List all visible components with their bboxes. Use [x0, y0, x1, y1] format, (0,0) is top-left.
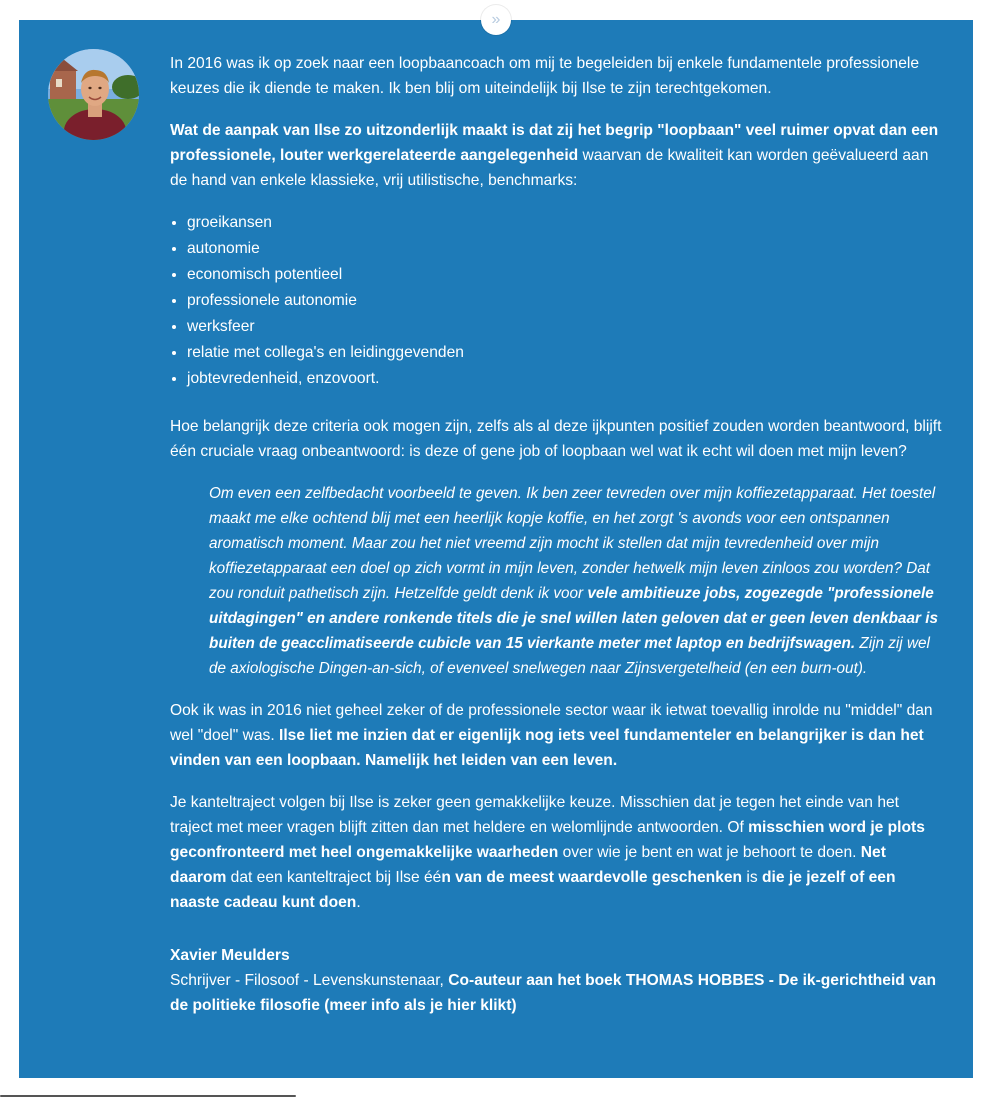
quote-part-a: Om even een zelfbedacht voorbeeld te geven. Ik ben zeer tevreden over mijn koffiezetapparaat. Het toestel maakt me elke ochtend blij met een heerlijk kopje koffie, en het zorgt 's avonds voor een ontspannen aromatisch moment. Maar zou het niet vreemd zijn mocht ik stellen dat mijn tevredenheid over mijn koffiezetapparaat een doel op zich vormt in mijn leven, zonder hetwelk mijn leven zinloos zou worden? Dat zou ronduit pathetisch zijn. Hetzelfde geldt denk ik voor: [209, 485, 936, 602]
example-quote: [209, 481, 942, 681]
list-item: • groeikansen: [187, 210, 942, 236]
scroll-indicator: [0, 1095, 296, 1097]
author-description: [170, 968, 942, 1018]
list-item: • relatie met collega's en leidinggevenden: [187, 340, 942, 366]
double-chevron-right-icon: »: [491, 11, 501, 28]
next-arrow-button[interactable]: [481, 5, 511, 35]
conclusion-text: is: [742, 869, 763, 886]
testimonial-body: [170, 51, 942, 1018]
paragraph-insight: [170, 698, 942, 773]
approach-bold: Wat de aanpak van Ilse zo uitzonderlijk maakt is dat zij het begrip "loopbaan" veel ruimer opvat dan een professionele, louter werkgerelateerde aangelegenheid: [170, 122, 939, 164]
avatar: [48, 49, 139, 140]
book-info-link[interactable]: Co-auteur aan het boek THOMAS HOBBES - De ik-gerichtheid van de politieke filosofie (meer info als je hier klikt): [170, 972, 937, 1014]
paragraph-conclusion: [170, 790, 942, 915]
approach-rest: waarvan de kwaliteit kan worden geëvalueerd aan de hand van enkele klassieke, vrij utilistische, benchmarks:: [170, 147, 929, 189]
list-item: • jobtevredenheid, enzovoort.: [187, 366, 942, 392]
conclusion-text: dat een kanteltraject bij Ilse éé: [226, 869, 442, 886]
conclusion-text: .: [356, 894, 361, 911]
person-photo-icon: [48, 49, 139, 140]
conclusion-bold: die je jezelf of een naaste cadeau kunt doen: [170, 869, 896, 911]
list-item: • economisch potentieel: [187, 262, 942, 288]
paragraph-approach: [170, 118, 942, 193]
conclusion-text: over wie je bent en wat je behoort te doen.: [558, 844, 861, 861]
author-name: Xavier Meulders: [170, 947, 290, 964]
quote-part-c: Zijn zij wel de axiologische Dingen-an-sich, of evenveel snelwegen naar Zijnsvergetelheid (en een burn-out).: [209, 635, 930, 677]
author-role: Schrijver - Filosoof - Levenskunstenaar,: [170, 972, 449, 989]
quote-bold: vele ambitieuze jobs, zogezegde "professionele uitdagingen" en andere ronkende titels die je snel willen laten geloven dat er geen leven denkbaar is buiten de geacclimatiseerde cubicle van 15 vierkante meter met laptop en bedrijfswagen.: [209, 585, 938, 652]
conclusion-bold: n van de meest waardevolle geschenken: [441, 869, 743, 886]
insight-bold: Ilse liet me inzien dat er eigenlijk nog iets veel fundamenteler en belangrijker is dan het vinden van een loopbaan. Namelijk het leiden van een leven.: [170, 727, 924, 769]
benchmark-list: [170, 210, 942, 392]
testimonial-card: [19, 20, 973, 1078]
conclusion-bold: Net daarom: [170, 844, 886, 886]
paragraph-question: Hoe belangrijk deze criteria ook mogen zijn, zelfs als al deze ijkpunten positief zouden worden beantwoord, blijft één cruciale vraag onbeantwoord: is deze of gene job of loopbaan wel wat ik echt wil doen met mijn leven?: [170, 418, 942, 460]
list-item: • autonomie: [187, 236, 942, 262]
list-item: • professionele autonomie: [187, 288, 942, 314]
conclusion-text: Je kanteltraject volgen bij Ilse is zeker geen gemakkelijke keuze. Misschien dat je tegen het einde van het traject met meer vragen blijft zitten dan met heldere en welomlijnde antwoorden. Of: [170, 794, 899, 836]
paragraph-intro: In 2016 was ik op zoek naar een loopbaancoach om mij te begeleiden bij enkele fundamentele professionele keuzes die ik diende te maken. Ik ben blij om uiteindelijk bij Ilse te zijn terechtgekomen.: [170, 55, 920, 97]
insight-text: Ook ik was in 2016 niet geheel zeker of de professionele sector waar ik ietwat toevallig inrolde nu "middel" dan wel "doel" was.: [170, 702, 933, 744]
list-item: • werksfeer: [187, 314, 942, 340]
conclusion-bold: misschien word je plots geconfronteerd met heel ongemakkelijke waarheden: [170, 819, 925, 861]
